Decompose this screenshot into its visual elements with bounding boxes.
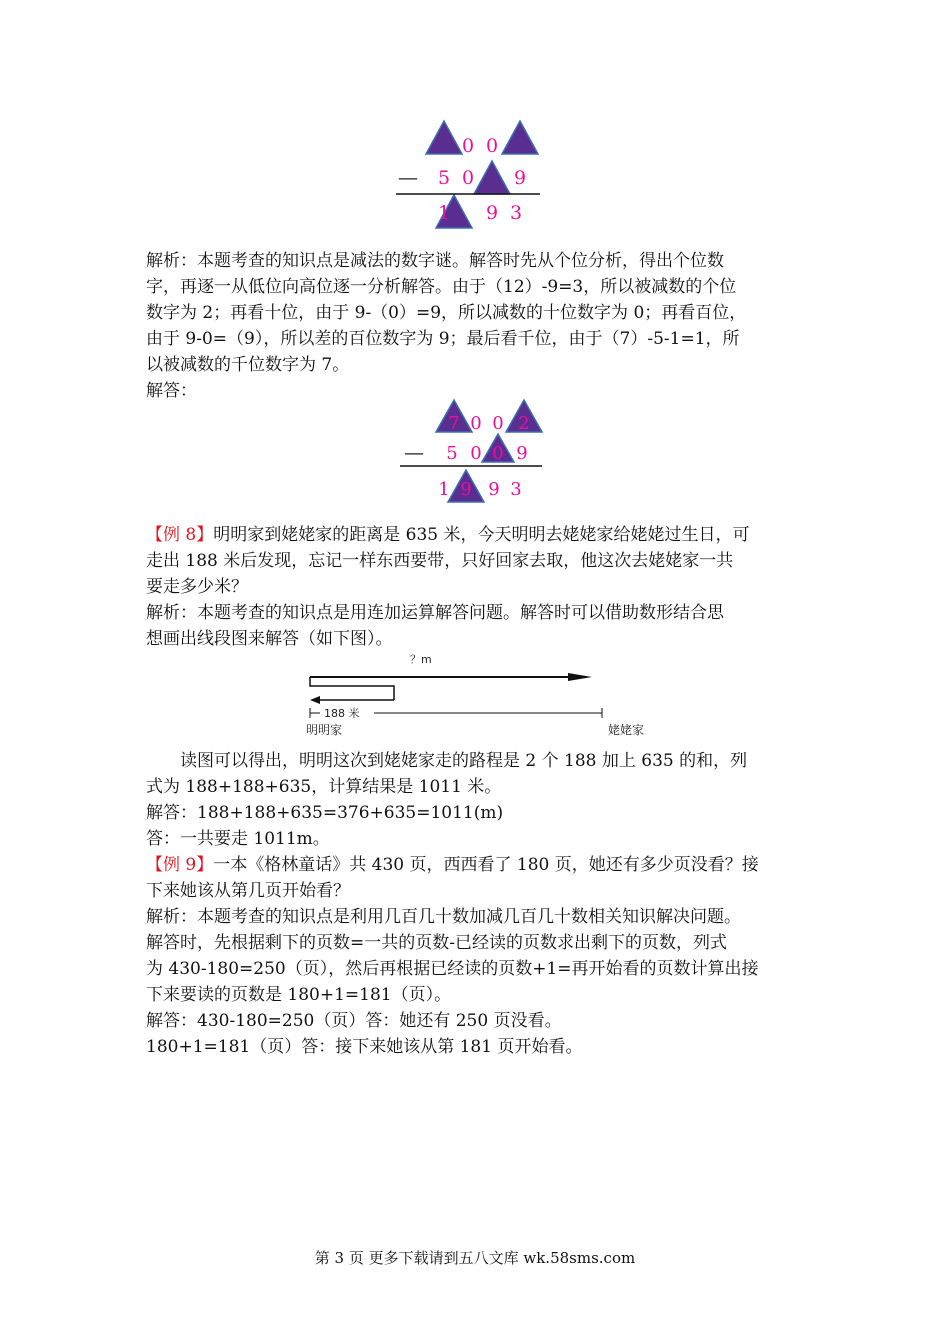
analysis-line: 解析：本题考查的知识点是用连加运算解答问题。解答时可以借助数形结合思 [146,603,724,623]
difference-digit: 1 [437,202,451,224]
difference-digit: 1 [438,479,450,500]
difference-digit: 9 [460,479,472,500]
subtrahend-digit: 9 [513,167,527,189]
analysis-line: 由于 9-0=（9），所以差的百位数字为 9；最后看千位，由于（7）-5-1=1，所 [146,329,740,349]
answer-line: 解答：188+188+635=376+635=1011(m) [146,803,504,823]
example-line: 要走多少米？ [146,577,248,597]
subtrahend-digit: 0 [470,443,482,464]
triangle-ones [502,121,538,154]
subtrahend-digit: 0 [461,167,475,189]
example-line: 下来她该从第几页开始看？ [146,881,350,901]
analysis-line: 解答时，先根据剩下的页数=一共的页数-已经读的页数求出剩下的页数，列式 [146,933,727,953]
difference-digit: 9 [488,479,500,500]
go-segment [310,677,394,700]
analysis-line: 为 430-180=250（页），然后再根据已经读的页数+1=再开始看的页数计算出接 [146,959,759,979]
explanation-line: 读图可以得出，明明这次到姥姥家走的路程是 2 个 188 加上 635 的和，列 [146,751,748,771]
subtraction-puzzle-answer [396,398,556,504]
triangle-tens [474,161,510,194]
minuend-digit: 0 [485,135,499,157]
example-text: 一本《格林童话》共 430 页，西西看了 180 页，她还有多少页没看？接 [213,855,759,875]
example-line: 走出 188 米后发现，忘记一样东西要带，只好回家去取，他这次去姥姥家一共 [146,551,734,571]
explanation-line: 式为 188+188+635，计算结果是 1011 米。 [146,777,502,797]
subtrahend-digit: 5 [446,443,458,464]
analysis-line: 字，再逐一从低位向高位逐一分析解答。由于（12）-9=3，所以被减数的个位 [146,277,737,297]
end-label: 姥姥家 [608,723,645,737]
difference-digit: 3 [510,479,522,500]
example-text: 明明家到姥姥家的距离是 635 米，今天明明去姥姥家给姥姥过生日，可 [213,525,750,545]
analysis-line: 以被减数的千位数字为 7。 [146,355,350,375]
difference-digit: 9 [485,202,499,224]
analysis-line: 下来要读的页数是 180+1=181（页）。 [146,985,452,1005]
analysis-line: 想画出线段图来解答（如下图）。 [146,629,393,649]
triangle-thousands [426,121,462,154]
analysis-line: 数字为 2；再看十位，由于 9-（0）=9，所以减数的十位数字为 0；再看百位， [146,303,747,323]
part-distance-label: 188 米 [324,707,360,720]
return-arrow-head [310,696,320,704]
answer-label: 解答： [146,381,197,401]
start-label: 明明家 [306,723,343,737]
answer-line: 答：一共要走 1011m。 [146,829,330,849]
subtrahend-digit: 0 [492,443,504,464]
page-footer: 第 3 页 更多下载请到五八文库 wk.58sms.com [314,1249,636,1267]
arrow-head [568,673,592,681]
minuend-digit: 0 [461,135,475,157]
minuend-digit: 0 [492,413,504,434]
subtrahend-digit: 9 [516,443,528,464]
example-tag: 【例 8】 [146,525,214,545]
analysis-line: 解析：本题考查的知识点是减法的数字谜。解答时先从个位分析，得出个位数 [146,251,724,271]
minuend-digit: 0 [470,413,482,434]
answer-line: 180+1=181（页）答：接下来她该从第 181 页开始看。 [146,1037,583,1057]
minus-sign: — [404,440,424,464]
example-line [146,852,759,878]
difference-digit: 3 [509,202,523,224]
example-line [146,522,750,548]
line-segment-diagram [300,650,660,740]
minuend-digit: 2 [518,413,530,434]
example-tag: 【例 9】 [146,855,214,875]
total-distance-label: ？m [410,653,432,666]
subtraction-puzzle-question [390,118,550,230]
answer-line: 解答：430-180=250（页）答：她还有 250 页没看。 [146,1011,562,1031]
subtrahend-digit: 5 [437,167,451,189]
minuend-digit: 7 [448,413,460,434]
minus-sign: — [398,165,418,189]
analysis-line: 解析：本题考查的知识点是利用几百几十数加减几百几十数相关知识解决问题。 [146,907,741,927]
